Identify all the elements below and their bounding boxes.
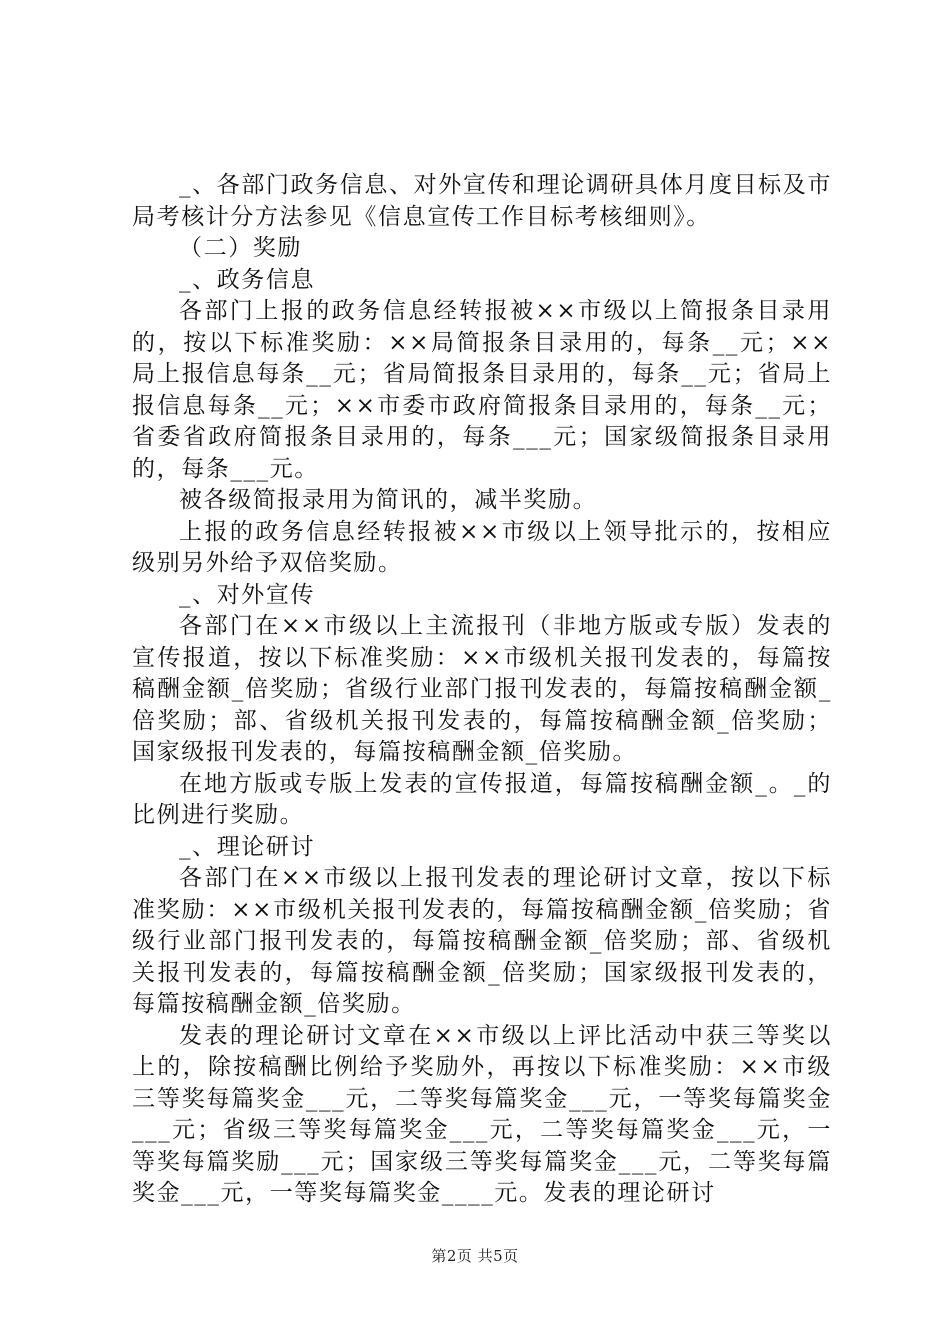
paragraph-government-info-rewards: 各部门上报的政务信息经转报被××市级以上简报条目录用的，按以下标准奖励：××局简报条目录用的，每条__元；××局上报信息每条__元；省局简报条目录用的，每条__元；省局上报信息每条__元；××市委市政府简报条目录用的，每条__元；省委省政府简报条目录用的，每条___元；国家级简报条目录用的，每条___元。 (132, 298, 832, 482)
document-body (132, 170, 832, 1210)
paragraph-assessment-method: _、各部门政务信息、对外宣传和理论调研具体月度目标及市局考核计分方法参见《信息宣传工作目标考核细则》。 (132, 172, 832, 230)
paragraph-brief-news-half: 被各级简报录用为简讯的，减半奖励。 (179, 487, 598, 513)
paragraph-publicity-rewards: 各部门在××市级以上主流报刊（非地方版或专版）发表的宣传报道，按以下标准奖励：××市级机关报刊发表的，每篇按稿酬金额_倍奖励；省级行业部门报刊发表的，每篇按稿酬金额_倍奖励；部、省级机关报刊发表的，每篇按稿酬金额_倍奖励；国家级报刊发表的，每篇按稿酬金额_倍奖励。 (132, 613, 832, 765)
page-number-footer: 第2页 共5页 (431, 1247, 519, 1265)
subheading-external-publicity: _、对外宣传 (179, 581, 316, 608)
paragraph-theory-article-rewards: 各部门在××市级以上报刊发表的理论研讨文章，按以下标准奖励：××市级机关报刊发表的，每篇按稿酬金额_倍奖励；省级行业部门报刊发表的，每篇按稿酬金额_倍奖励；部、省级机关报刊发表的，每篇按稿酬金额_倍奖励；国家级报刊发表的，每篇按稿酬金额_倍奖励。 (132, 865, 832, 1017)
subheading-theory-research: _、理论研讨 (179, 833, 316, 860)
paragraph-leader-instruction-double: 上报的政务信息经转报被××市级以上领导批示的，按相应级别另外给予双倍奖励。 (132, 518, 832, 576)
paragraph-local-edition-rewards: 在地方版或专版上发表的宣传报道，每篇按稿酬金额_。_的比例进行奖励。 (132, 770, 832, 828)
subheading-government-info: _、政务信息 (179, 266, 316, 293)
paragraph-award-bonus: 发表的理论研讨文章在××市级以上评比活动中获三等奖以上的，除按稿酬比例给予奖励外，再按以下标准奖励：××市级三等奖每篇奖金___元，二等奖每篇奖金___元，一等奖每篇奖金___元；省级三等奖每篇奖金___元，二等奖每篇奖金___元，一等奖每篇奖励___元；国家级三等奖每篇奖金___元，二等奖每篇奖金___元，一等奖每篇奖金____元。发表的理论研讨 (132, 1022, 832, 1206)
section-heading-rewards: （二）奖励 (179, 235, 302, 261)
